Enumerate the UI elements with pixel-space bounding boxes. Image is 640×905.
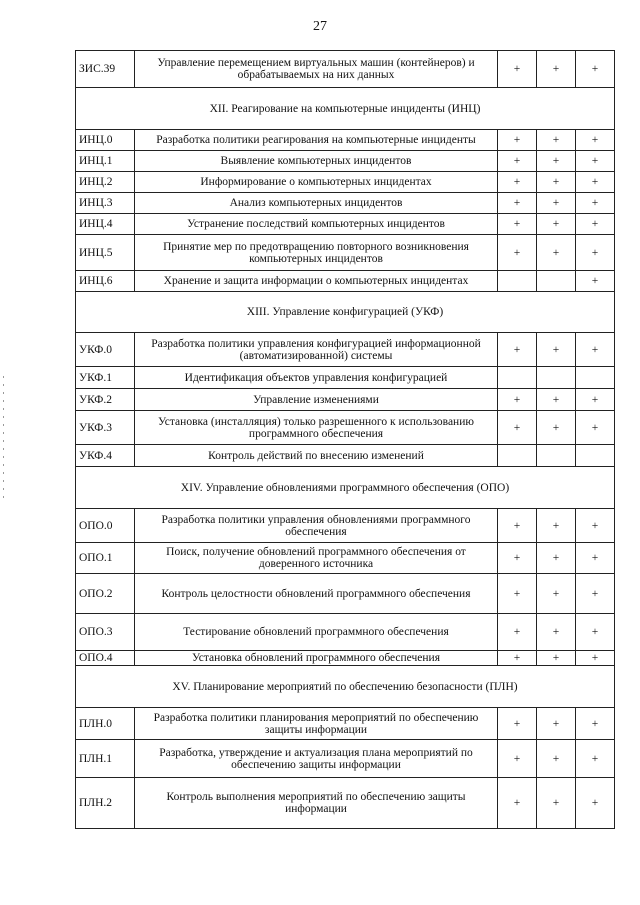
section-header-row bbox=[76, 88, 615, 130]
measure-code: ИНЦ.2 bbox=[76, 172, 135, 193]
level-1-mark: + bbox=[498, 51, 537, 88]
measure-name: Разработка политики реагирования на компьютерные инциденты bbox=[135, 130, 498, 151]
level-3-mark: + bbox=[576, 333, 615, 367]
level-2-mark: + bbox=[537, 708, 576, 740]
section-header-row bbox=[76, 666, 615, 708]
level-2-mark: + bbox=[537, 172, 576, 193]
table-row bbox=[76, 445, 615, 467]
level-2-mark: + bbox=[537, 651, 576, 666]
level-1-mark: + bbox=[498, 172, 537, 193]
measure-code: ПЛН.2 bbox=[76, 778, 135, 829]
level-2-mark: + bbox=[537, 51, 576, 88]
table-row bbox=[76, 411, 615, 445]
level-3-mark: + bbox=[576, 235, 615, 271]
level-1-mark: + bbox=[498, 543, 537, 574]
level-1-mark: + bbox=[498, 614, 537, 651]
section-header-row bbox=[76, 292, 615, 333]
table-row bbox=[76, 235, 615, 271]
measure-name: Тестирование обновлений программного обеспечения bbox=[135, 614, 498, 651]
level-2-mark: + bbox=[537, 214, 576, 235]
section-header-row bbox=[76, 467, 615, 509]
measure-name: Контроль целостности обновлений программного обеспечения bbox=[135, 574, 498, 614]
measure-name: Идентификация объектов управления конфигурацией bbox=[135, 367, 498, 389]
table-row bbox=[76, 51, 615, 88]
level-3-mark bbox=[576, 445, 615, 467]
measure-code: ИНЦ.1 bbox=[76, 151, 135, 172]
level-1-mark: + bbox=[498, 151, 537, 172]
measure-name: Контроль выполнения мероприятий по обеспечению защиты информации bbox=[135, 778, 498, 829]
level-1-mark: + bbox=[498, 778, 537, 829]
level-2-mark: + bbox=[537, 614, 576, 651]
measure-name: Анализ компьютерных инцидентов bbox=[135, 193, 498, 214]
table-row bbox=[76, 509, 615, 543]
level-2-mark: + bbox=[537, 193, 576, 214]
measure-name: Устранение последствий компьютерных инцидентов bbox=[135, 214, 498, 235]
level-3-mark: + bbox=[576, 740, 615, 778]
measure-code: ОПО.3 bbox=[76, 614, 135, 651]
level-2-mark: + bbox=[537, 509, 576, 543]
level-1-mark: + bbox=[498, 333, 537, 367]
level-3-mark: + bbox=[576, 614, 615, 651]
level-3-mark: + bbox=[576, 574, 615, 614]
level-3-mark: + bbox=[576, 543, 615, 574]
level-3-mark: + bbox=[576, 509, 615, 543]
security-measures-table bbox=[75, 50, 615, 829]
measure-code: ЗИС.39 bbox=[76, 51, 135, 88]
level-1-mark: + bbox=[498, 740, 537, 778]
scan-margin-marks bbox=[2, 370, 6, 500]
table-row bbox=[76, 389, 615, 411]
level-1-mark: + bbox=[498, 389, 537, 411]
measure-code: УКФ.4 bbox=[76, 445, 135, 467]
level-3-mark: + bbox=[576, 778, 615, 829]
measure-name: Разработка политики управления конфигурацией информационной (автоматизированной) системы bbox=[135, 333, 498, 367]
level-1-mark: + bbox=[498, 193, 537, 214]
page-number: 27 bbox=[313, 19, 327, 34]
level-2-mark: + bbox=[537, 389, 576, 411]
level-2-mark: + bbox=[537, 411, 576, 445]
table-row bbox=[76, 271, 615, 292]
measure-name: Управление изменениями bbox=[135, 389, 498, 411]
level-3-mark: + bbox=[576, 214, 615, 235]
table-row bbox=[76, 333, 615, 367]
measure-code: УКФ.2 bbox=[76, 389, 135, 411]
measure-code: ОПО.0 bbox=[76, 509, 135, 543]
measure-code: ПЛН.0 bbox=[76, 708, 135, 740]
level-1-mark: + bbox=[498, 509, 537, 543]
level-1-mark bbox=[498, 271, 537, 292]
level-1-mark bbox=[498, 367, 537, 389]
measure-code: ИНЦ.5 bbox=[76, 235, 135, 271]
measure-name: Информирование о компьютерных инцидентах bbox=[135, 172, 498, 193]
level-3-mark: + bbox=[576, 172, 615, 193]
level-3-mark: + bbox=[576, 151, 615, 172]
level-3-mark: + bbox=[576, 271, 615, 292]
measure-code: ОПО.2 bbox=[76, 574, 135, 614]
level-2-mark bbox=[537, 271, 576, 292]
level-2-mark: + bbox=[537, 543, 576, 574]
level-3-mark: + bbox=[576, 708, 615, 740]
measure-name: Разработка политики планирования мероприятий по обеспечению защиты информации bbox=[135, 708, 498, 740]
measure-code: ИНЦ.3 bbox=[76, 193, 135, 214]
level-2-mark: + bbox=[537, 333, 576, 367]
measure-name: Разработка политики управления обновлениями программного обеспечения bbox=[135, 509, 498, 543]
section-title: XII. Реагирование на компьютерные инциденты (ИНЦ) bbox=[76, 88, 615, 130]
measure-name: Хранение и защита информации о компьютерных инцидентах bbox=[135, 271, 498, 292]
measure-name: Выявление компьютерных инцидентов bbox=[135, 151, 498, 172]
level-2-mark: + bbox=[537, 151, 576, 172]
measure-code: УКФ.3 bbox=[76, 411, 135, 445]
table-row bbox=[76, 172, 615, 193]
measure-code: ИНЦ.0 bbox=[76, 130, 135, 151]
table-row bbox=[76, 740, 615, 778]
level-1-mark: + bbox=[498, 214, 537, 235]
measure-code: ОПО.4 bbox=[76, 651, 135, 666]
section-title: XIV. Управление обновлениями программного обеспечения (ОПО) bbox=[76, 467, 615, 509]
level-2-mark: + bbox=[537, 778, 576, 829]
table-row bbox=[76, 651, 615, 666]
measure-name: Контроль действий по внесению изменений bbox=[135, 445, 498, 467]
level-2-mark: + bbox=[537, 740, 576, 778]
level-1-mark: + bbox=[498, 411, 537, 445]
level-1-mark: + bbox=[498, 130, 537, 151]
measure-code: УКФ.0 bbox=[76, 333, 135, 367]
level-2-mark: + bbox=[537, 574, 576, 614]
level-1-mark: + bbox=[498, 708, 537, 740]
level-1-mark: + bbox=[498, 574, 537, 614]
measure-name: Поиск, получение обновлений программного обеспечения от доверенного источника bbox=[135, 543, 498, 574]
table-row bbox=[76, 214, 615, 235]
measure-code: УКФ.1 bbox=[76, 367, 135, 389]
level-3-mark: + bbox=[576, 389, 615, 411]
measure-code: ИНЦ.4 bbox=[76, 214, 135, 235]
table-row bbox=[76, 367, 615, 389]
level-2-mark bbox=[537, 445, 576, 467]
measure-name: Принятие мер по предотвращению повторного возникновения компьютерных инцидентов bbox=[135, 235, 498, 271]
level-2-mark: + bbox=[537, 130, 576, 151]
measure-code: ОПО.1 bbox=[76, 543, 135, 574]
measure-name: Разработка, утверждение и актуализация плана мероприятий по обеспечению защиты информации bbox=[135, 740, 498, 778]
level-3-mark: + bbox=[576, 130, 615, 151]
level-3-mark bbox=[576, 367, 615, 389]
level-3-mark: + bbox=[576, 193, 615, 214]
section-title: XV. Планирование мероприятий по обеспечению безопасности (ПЛН) bbox=[76, 666, 615, 708]
level-3-mark: + bbox=[576, 651, 615, 666]
table-row bbox=[76, 193, 615, 214]
table-row bbox=[76, 574, 615, 614]
measure-name: Установка (инсталляция) только разрешенного к использованию программного обеспечения bbox=[135, 411, 498, 445]
measure-name: Установка обновлений программного обеспечения bbox=[135, 651, 498, 666]
level-3-mark: + bbox=[576, 51, 615, 88]
table-row bbox=[76, 543, 615, 574]
section-title: XIII. Управление конфигурацией (УКФ) bbox=[76, 292, 615, 333]
level-1-mark: + bbox=[498, 235, 537, 271]
table-row bbox=[76, 151, 615, 172]
level-2-mark: + bbox=[537, 235, 576, 271]
level-1-mark bbox=[498, 445, 537, 467]
level-1-mark: + bbox=[498, 651, 537, 666]
level-2-mark bbox=[537, 367, 576, 389]
measure-name: Управление перемещением виртуальных машин (контейнеров) и обрабатываемых на них данных bbox=[135, 51, 498, 88]
table-row bbox=[76, 708, 615, 740]
table-row bbox=[76, 130, 615, 151]
level-3-mark: + bbox=[576, 411, 615, 445]
table-body bbox=[76, 51, 615, 829]
table-row bbox=[76, 614, 615, 651]
measure-code: ИНЦ.6 bbox=[76, 271, 135, 292]
measure-code: ПЛН.1 bbox=[76, 740, 135, 778]
table-row bbox=[76, 778, 615, 829]
